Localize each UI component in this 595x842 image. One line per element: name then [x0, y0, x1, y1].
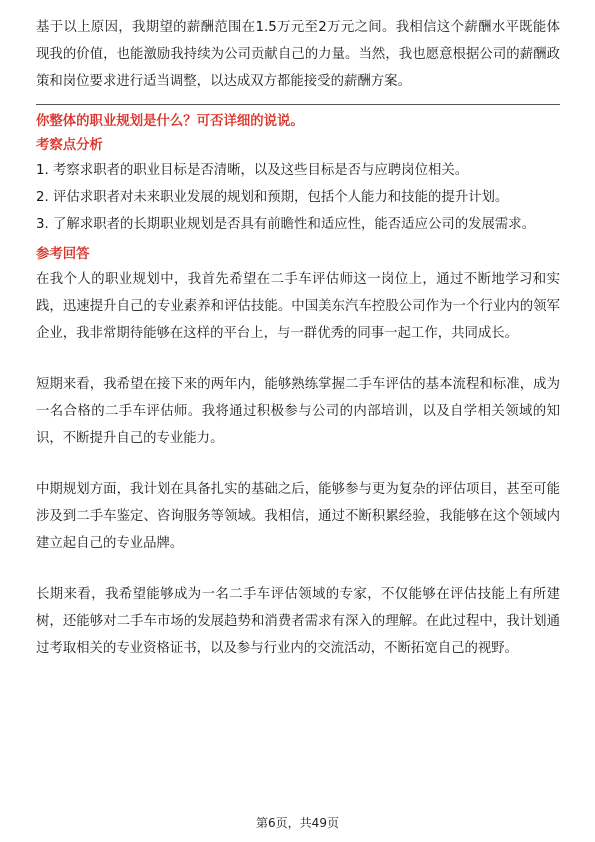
- paragraph-gap: [36, 452, 560, 476]
- analysis-item-2: 2. 评估求职者对未来职业发展的规划和预期，包括个人能力和技能的提升计划。: [36, 190, 509, 205]
- analysis-heading: 考察点分析: [36, 138, 103, 153]
- answer-paragraph-1: 在我个人的职业规划中，我首先希望在二手车评估师这一岗位上，通过不断地学习和实践，迅速提升自己的专业素养和评估技能。中国美东汽车控股公司作为一个行业内的领军企业，我非常期待能够在这样的平台上，与一群优秀的同事一起工作，共同成长。: [36, 272, 560, 341]
- paragraph-gap: [36, 557, 560, 581]
- answer-heading: 参考回答: [36, 247, 90, 262]
- answer-paragraph-2: 短期来看，我希望在接下来的两年内，能够熟练掌握二手车评估的基本流程和标准，成为一名合格的二手车评估师。我将通过积极参与公司的内部培训，以及自学相关领域的知识，不断提升自己的专业能力。: [36, 377, 560, 446]
- section-divider: [36, 104, 560, 105]
- answer-paragraph-4: 长期来看，我希望能够成为一名二手车评估领域的专家，不仅能够在评估技能上有所建树，还能够对二手车市场的发展趋势和消费者需求有深入的理解。在此过程中，我计划通过考取相关的专业资格证书，以及参与行业内的交流活动，不断拓宽自己的视野。: [36, 587, 560, 656]
- paragraph-gap: [36, 347, 560, 371]
- document-page: [36, 14, 560, 662]
- answer-paragraph-3: 中期规划方面，我计划在具备扎实的基础之后，能够参与更为复杂的评估项目，甚至可能涉及到二手车鉴定、咨询服务等领域。我相信，通过不断积累经验，我能够在这个领域内建立起自己的专业品牌。: [36, 482, 560, 551]
- analysis-item-3: 3. 了解求职者的长期职业规划是否具有前瞻性和适应性，能否适应公司的发展需求。: [36, 217, 536, 232]
- analysis-item-1: 1. 考察求职者的职业目标是否清晰，以及这些目标是否与应聘岗位相关。: [36, 163, 469, 178]
- page-footer: 第6页，共49页: [256, 816, 339, 830]
- intro-paragraph: 基于以上原因，我期望的薪酬范围在1.5万元至2万元之间。我相信这个薪酬水平既能体现我的价值，也能激励我持续为公司贡献自己的力量。当然，我也愿意根据公司的薪酬政策和岗位要求进行适当调整，以达成双方都能接受的薪酬方案。: [36, 20, 560, 89]
- interview-question: 你整体的职业规划是什么？可否详细的说说。: [36, 114, 304, 129]
